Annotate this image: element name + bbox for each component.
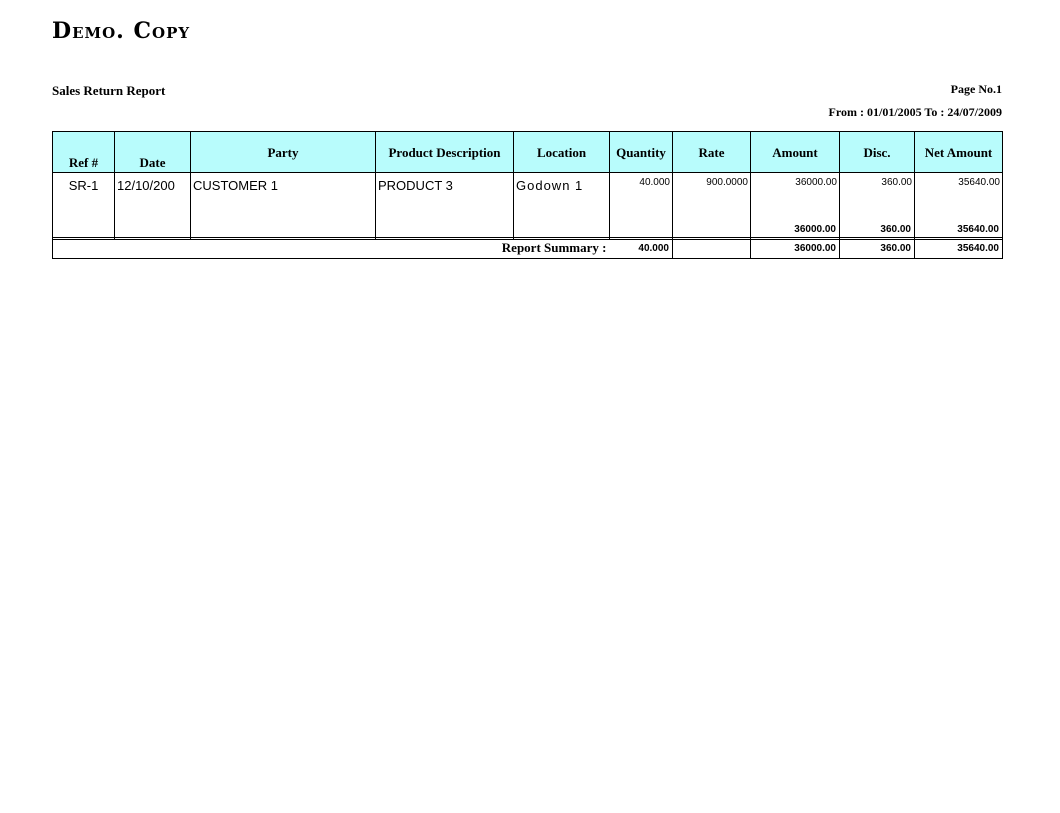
amount-value: 36000.00: [795, 177, 837, 188]
party-value: CUSTOMER 1: [193, 178, 278, 193]
quantity-value: 40.000: [639, 177, 670, 188]
report-summary: [52, 237, 1002, 259]
column-header-date: Date: [115, 132, 191, 173]
cell-date: [115, 173, 191, 240]
column-header-party: Party: [191, 132, 376, 173]
table-row: [53, 173, 1003, 240]
net-amount-value: 35640.00: [958, 177, 1000, 188]
cell-amount: [751, 173, 840, 240]
ref-value: SR-1: [68, 178, 99, 193]
date-value: 12/10/200: [117, 178, 175, 193]
column-header-net-amount: Net Amount: [915, 132, 1003, 173]
report-title: Sales Return Report: [52, 83, 166, 98]
disc-value: 360.00: [881, 177, 912, 188]
summary-amount: 36000.00: [751, 238, 840, 259]
cell-ref: [53, 173, 115, 240]
cell-disc: [840, 173, 915, 240]
sales-return-table: [52, 131, 1003, 240]
cell-product: [376, 173, 514, 240]
net-amount-subtotal: 35640.00: [957, 224, 999, 235]
summary-disc: 360.00: [840, 238, 915, 259]
cell-net-amount: [915, 173, 1003, 240]
disc-subtotal: 360.00: [880, 224, 911, 235]
column-header-location: Location: [514, 132, 610, 173]
cell-quantity: [610, 173, 673, 240]
date-range: From : 01/01/2005 To : 24/07/2009: [828, 105, 1002, 119]
demo-copy-label: Demo. Copy: [52, 18, 191, 44]
summary-net-amount: 35640.00: [915, 238, 1003, 259]
column-header-quantity: Quantity: [610, 132, 673, 173]
summary-quantity: 40.000: [610, 238, 673, 259]
rate-value: 900.0000: [706, 177, 748, 188]
product-value: PRODUCT 3: [378, 178, 453, 193]
amount-subtotal: 36000.00: [794, 224, 836, 235]
column-header-amount: Amount: [751, 132, 840, 173]
page-number: Page No.1: [950, 82, 1002, 96]
table-header-row: [53, 132, 1003, 173]
column-header-rate: Rate: [673, 132, 751, 173]
cell-rate: [673, 173, 751, 240]
cell-party: [191, 173, 376, 240]
location-value: Godown 1: [516, 178, 584, 193]
column-header-product: Product Description: [376, 132, 514, 173]
column-header-disc: Disc.: [840, 132, 915, 173]
cell-location: [514, 173, 610, 240]
column-header-ref: Ref #: [53, 132, 115, 173]
summary-rate-empty: [673, 238, 751, 259]
summary-table: [52, 237, 1003, 259]
summary-label: Report Summary :: [53, 238, 610, 259]
summary-row: [53, 238, 1003, 259]
